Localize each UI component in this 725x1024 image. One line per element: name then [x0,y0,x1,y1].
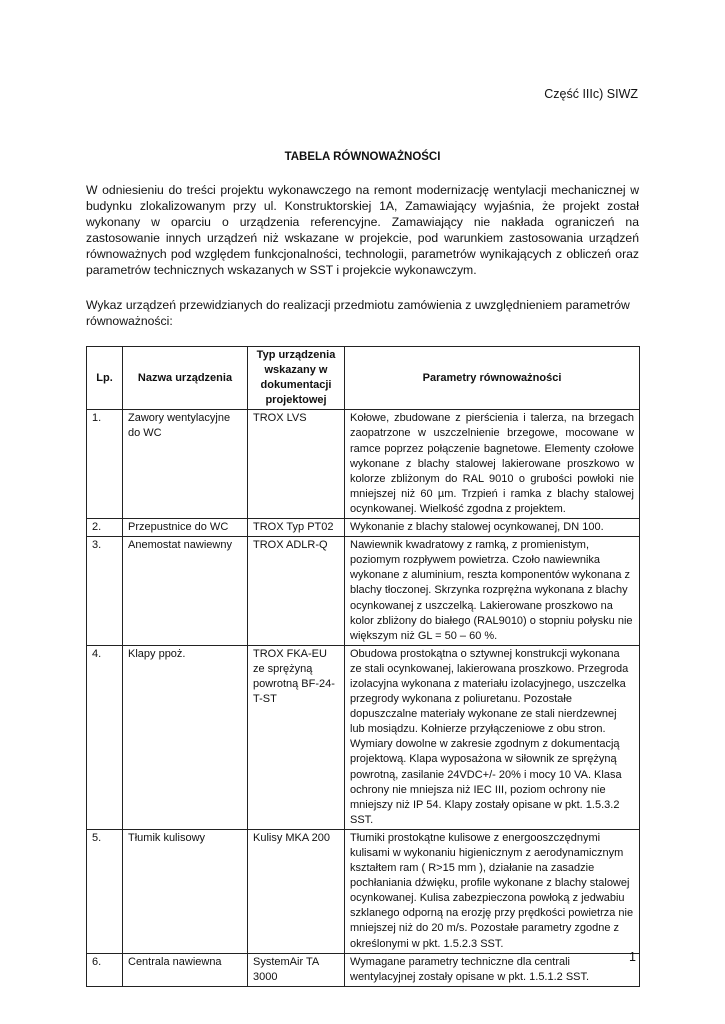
header-lp: Lp. [87,347,123,410]
list-intro-paragraph: Wykaz urządzeń przewidzianych do realizacji przedmiotu zamówienia z uwzględnieniem parametrów równoważności: [86,298,630,328]
page-title: TABELA RÓWNOWAŻNOŚCI [284,151,441,163]
cell-name: Klapy ppoż. [123,645,248,829]
page-number: 1 [629,950,636,964]
table-row [87,537,640,646]
table-row [87,645,640,829]
cell-params: Nawiewnik kwadratowy z ramką, z promienistym, poziomym rozpływem powietrza. Czoło nawiewnika wykonane z aluminium, reszta komponentów wykonana z blachy tłoczonej. Skrzynka rozprężna wykonana z blachy ocynkowanej z uszczelką. Lakierowane proszkowo na kolor zbliżony do białego (RAL9010) o stopniu połysku nie większym niż GL = 50 – 60 %. [345,537,640,646]
cell-name: Tłumik kulisowy [123,829,248,953]
table-row [87,519,640,537]
cell-lp: 4. [87,645,123,829]
cell-lp: 5. [87,829,123,953]
equivalence-table [86,346,640,987]
cell-lp: 2. [87,519,123,537]
cell-params: Kołowe, zbudowane z pierścienia i talerza, na brzegach zaopatrzone w uszczelnienie brzegowe, mocowane w ramce poprzez połączenie bagnetowe. Elementy czołowe wykonane z blachy stalowej lakierowane proszkowo w kolorze zbliżonym do RAL 9010 o grubości powłoki nie mniejszej niż 60 µm. Trzpień i ramka z blachy stalowej ocynkowanej. Wielkość zgodna z projektem. [345,410,640,519]
cell-name: Anemostat nawiewny [123,537,248,646]
cell-params: Wykonanie z blachy stalowej ocynkowanej, DN 100. [345,519,640,537]
cell-type: TROX ADLR-Q [248,537,345,646]
cell-lp: 6. [87,953,123,986]
cell-params: Tłumiki prostokątne kulisowe z energooszczędnymi kulisami w wykonaniu higienicznym z aerodynamicznym kształtem ram ( R>15 mm ), działanie na zasadzie pochłaniania dźwięku, profile wykonane z blachy stalowej ocynkowanej. Kulisa zabezpieczona powłoką z jedwabiu szklanego odporną na erozję przy prędkości powietrza nie mniejszej niż do 20 m/s. Pozostałe parametry zgodne z określonymi w pkt. 1.5.2.3 SST. [345,829,640,953]
header-params: Parametry równoważności [345,347,640,410]
cell-name: Centrala nawiewna [123,953,248,986]
cell-type: TROX FKA-EU ze sprężyną powrotną BF-24-T-ST [248,645,345,829]
cell-type: SystemAir TA 3000 [248,953,345,986]
table-row [87,829,640,953]
document-part-label: Część IIIc) SIWZ [544,87,638,101]
header-name: Nazwa urządzenia [123,347,248,410]
cell-type: Kulisy MKA 200 [248,829,345,953]
cell-lp: 3. [87,537,123,646]
cell-type: TROX LVS [248,410,345,519]
cell-name: Przepustnice do WC [123,519,248,537]
cell-name: Zawory wentylacyjne do WC [123,410,248,519]
header-type: Typ urządzenia wskazany w dokumentacji projektowej [248,347,345,410]
intro-paragraph: W odniesieniu do treści projektu wykonawczego na remont modernizację wentylacji mechanicznej w budynku zlokalizowanym przy ul. Konstruktorskiej 1A, Zamawiający wyjaśnia, że projekt został wykonany w oparciu o urządzenia referencyjne. Zamawiający nie nakłada ograniczeń na zastosowanie innych urządzeń niż wskazane w projekcie, pod warunkiem zastosowania urządzeń równoważnych pod względem funkcjonalności, technologii, parametrów wynikających z obliczeń oraz parametrów technicznych wskazanych w SST i projekcie wykonawczym. [86,183,639,277]
cell-lp: 1. [87,410,123,519]
cell-params: Wymagane parametry techniczne dla centrali wentylacyjnej zostały opisane w pkt. 1.5.1.2 SST. [345,953,640,986]
table-header-row [87,347,640,410]
cell-type: TROX Typ PT02 [248,519,345,537]
cell-params: Obudowa prostokątna o sztywnej konstrukcji wykonana ze stali ocynkowanej, lakierowana proszkowo. Przegroda izolacyjna wykonana z materiału izolacyjnego, uszczelka przegrody wykonana z poliuretanu. Pozostałe dopuszczalne materiały wykonane ze stali nierdzewnej lub mosiądzu. Kołnierze przyłączeniowe z obu stron. Wymiary dowolne w zakresie zgodnym z dokumentacją projektową. Klapa wyposażona w siłownik ze sprężyną powrotną, zasilanie 24VDC+/- 20% i mocy 10 VA. Klasa ochrony nie mniejsza niż IEC III, poziom ochrony nie mniejszy niż IP 54. Klapy zostały opisane w pkt. 1.5.3.2 SST. [345,645,640,829]
table-row [87,953,640,986]
table-row [87,410,640,519]
